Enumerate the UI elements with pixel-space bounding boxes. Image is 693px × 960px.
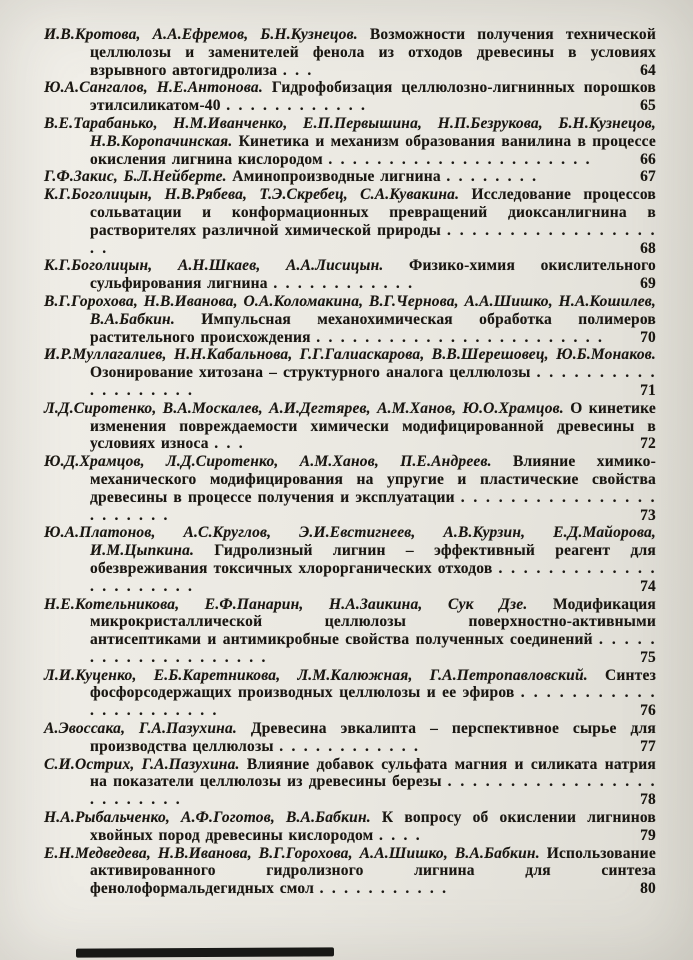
dot-leader: . . . . . . . . . . . . . . . . . . . [90, 221, 657, 257]
dot-leader: . . . . [379, 826, 422, 844]
toc-entry [44, 257, 656, 293]
entry-page-number: 79 [640, 826, 656, 844]
entry-authors: Н.А.Рыбальченко, А.Ф.Гоготов, В.А.Бабкин. [44, 809, 371, 827]
entry-page-number: 80 [640, 880, 656, 898]
entry-page-number: 74 [640, 577, 656, 595]
entry-authors: Ю.А.Сангалов, Н.Е.Антонова. [44, 79, 263, 97]
entry-authors: И.В.Кротова, А.А.Ефремов, Б.Н.Кузнецов. [44, 26, 358, 43]
entry-title: Древесина эвкалипта – перспективное сырье для производства целлюлозы [90, 720, 656, 755]
dot-leader: . . . . . . . . [446, 168, 538, 186]
entry-authors: Н.Е.Котельникова, Е.Ф.Панарин, Н.А.Заикина, Сук Дзе. [44, 595, 528, 613]
entry-page-number: 65 [640, 97, 656, 115]
entry-title: Кинетика и механизм образования ванилина в процессе окисления лигнина кислородом [90, 132, 656, 168]
toc-entry [44, 667, 656, 720]
toc-entry [44, 809, 656, 845]
entry-title: Физико-химия окислительного сульфирования лигнина [90, 257, 656, 293]
entry-title: Модификация микрокристаллической целлюлозы поверхностно-активными антисептиками и антимикробные свойства полученных соединений [90, 595, 657, 649]
entry-page-number: 69 [640, 275, 656, 293]
dot-leader: . . . . . . . . . . . . [226, 97, 367, 115]
entry-title: Влияние химико-механического модифицирования на упругие и пластические свойства древесины в процессе получения и эксплуатации [90, 453, 656, 506]
scan-artifact-bar [76, 947, 334, 957]
toc-entry [44, 346, 656, 399]
dot-leader: . . . [214, 435, 245, 453]
entry-page-number: 78 [640, 791, 656, 809]
dot-leader: . . . . . . . . . . . . . . . . . . . . . . . . . [90, 773, 656, 809]
entry-authors: И.Р.Муллагалиев, Н.Н.Кабальнова, Г.Г.Галиаскарова, В.В.Шерешовец, Ю.Б.Монаков. [44, 346, 656, 364]
entry-title: Аминопроизводные лигнина [232, 168, 441, 186]
toc-entry [44, 115, 656, 168]
toc-entry [44, 186, 656, 257]
entry-authors: Ю.Д.Храмцов, Л.Д.Сиротенко, А.М.Ханов, П.Е.Андреев. [44, 453, 492, 471]
dot-leader: . . . . . . . . . . . . . . . . . . . . . . [328, 150, 592, 168]
entry-page-number: 76 [640, 702, 656, 720]
entry-page-number: 71 [640, 381, 656, 399]
entry-title: О кинетике изменения повреждаемости химически модифицированной древесины в условиях износа [90, 399, 657, 453]
dot-leader: . . . [282, 61, 313, 79]
entry-page-number: 67 [640, 168, 656, 186]
entry-page-number: 73 [640, 506, 656, 524]
entry-page-number: 77 [640, 737, 656, 755]
dot-leader: . . . . . . . . . . . . . . . . . . . . . . [90, 684, 656, 720]
dot-leader: . . . . . . . . . . . . . . . . . . . . . . [90, 559, 657, 595]
toc-entry [44, 756, 656, 809]
entry-authors: К.Г.Боголицын, А.Н.Шкаев, А.А.Лисицын. [44, 257, 384, 275]
entry-authors: Г.Ф.Закис, Б.Л.Нейберте. [44, 168, 227, 186]
entry-title: Гидролизный лигнин – эффективный реагент для обезвреживания токсичных хлорорганических отходов [90, 542, 656, 577]
toc-entry [44, 26, 656, 79]
entry-authors: С.И.Острих, Г.А.Пазухина. [44, 755, 240, 773]
toc-entry [44, 79, 656, 115]
entry-authors: Л.Д.Сиротенко, В.А.Москалев, А.И.Дегтярев, А.М.Ханов, Ю.О.Храмцов. [44, 399, 564, 417]
entry-title: Возможности получения технической целлюлозы и заменителей фенола из отходов древесины в условиях взрывного автогидролиза [90, 26, 656, 79]
entry-title: Использование активированного гидролизного лигнина для синтеза фенолоформальдегидных смол [90, 844, 656, 898]
entry-title: К вопросу об окислении лигнинов хвойных пород древесины кислородом [90, 809, 656, 844]
toc-list [44, 26, 656, 898]
entry-title: Исследование процессов сольватации и конформационных превращений диоксанлигнина в растворителях различной химической природы [90, 186, 656, 239]
dot-leader: . . . . . . . . . . . . . . . . . . . . . . . [90, 488, 656, 524]
entry-title: Гидрофобизация целлюлозно-лигнинных порошков этилсиликатом-40 [90, 79, 656, 115]
entry-title: Влияние добавок сульфата магния и силиката натрия на показатели целлюлозы из древесины березы [90, 755, 656, 791]
entry-title: Озонирование хитозана – структурного аналога целлюлозы [90, 364, 531, 382]
entry-authors: А.Эвоссака, Г.А.Пазухина. [44, 720, 237, 738]
dot-leader: . . . . . . . . . . . . [279, 737, 420, 755]
entry-page-number: 75 [640, 648, 656, 666]
toc-entry [44, 720, 656, 756]
toc-entry [44, 524, 656, 595]
toc-entry [44, 453, 656, 524]
dot-leader: . . . . . . . . . . . . . . . . . . . [90, 364, 656, 399]
toc-entry [44, 596, 656, 667]
entry-page-number: 68 [640, 239, 656, 257]
entry-title: Импульсная механохимическая обработка полимеров растительного происхождения [90, 310, 657, 346]
toc-entry [44, 400, 656, 453]
dot-leader: . . . . . . . . . . . [319, 880, 448, 898]
toc-entry [44, 293, 656, 346]
entry-page-number: 70 [640, 328, 656, 346]
entry-page-number: 72 [640, 435, 656, 453]
dot-leader: . . . . . . . . . . . . . . . . . . . . . . . . [316, 328, 604, 346]
dot-leader: . . . . . . . . . . . . . . . . . . . . [90, 631, 656, 666]
entry-authors: Ю.А.Платонов, А.С.Круглов, Э.И.Евстигнеев, А.В.Курзин, Е.Д.Майорова, И.М.Цыпкина. [44, 524, 656, 560]
toc-entry [44, 168, 656, 186]
toc-entry [44, 845, 656, 898]
entry-authors: В.Е.Тарабанько, Н.М.Иванченко, Е.П.Первышина, Н.П.Безрукова, Б.Н.Кузнецов, Н.В.Коропачинская. [44, 114, 656, 150]
entry-authors: К.Г.Боголицын, Н.В.Рябева, Т.Э.Скребец, С.А.Кувакина. [44, 186, 460, 204]
entry-title: Синтез фосфорсодержащих производных целлюлозы и ее эфиров [90, 666, 656, 702]
entry-authors: В.Г.Горохова, Н.В.Иванова, О.А.Коломакина, В.Г.Чернова, А.А.Шишко, Н.А.Кошилев, В.А.Бабкин. [44, 292, 656, 328]
entry-page-number: 64 [640, 61, 656, 79]
entry-authors: Е.Н.Медведева, Н.В.Иванова, В.Г.Горохова, А.А.Шишко, В.А.Бабкин. [44, 844, 540, 862]
entry-authors: Л.И.Куценко, Е.Б.Каретникова, Л.М.Калюжная, Г.А.Петропавловский. [44, 666, 588, 684]
dot-leader: . . . . . . . . . . . . [273, 275, 414, 293]
entry-page-number: 66 [640, 150, 656, 168]
